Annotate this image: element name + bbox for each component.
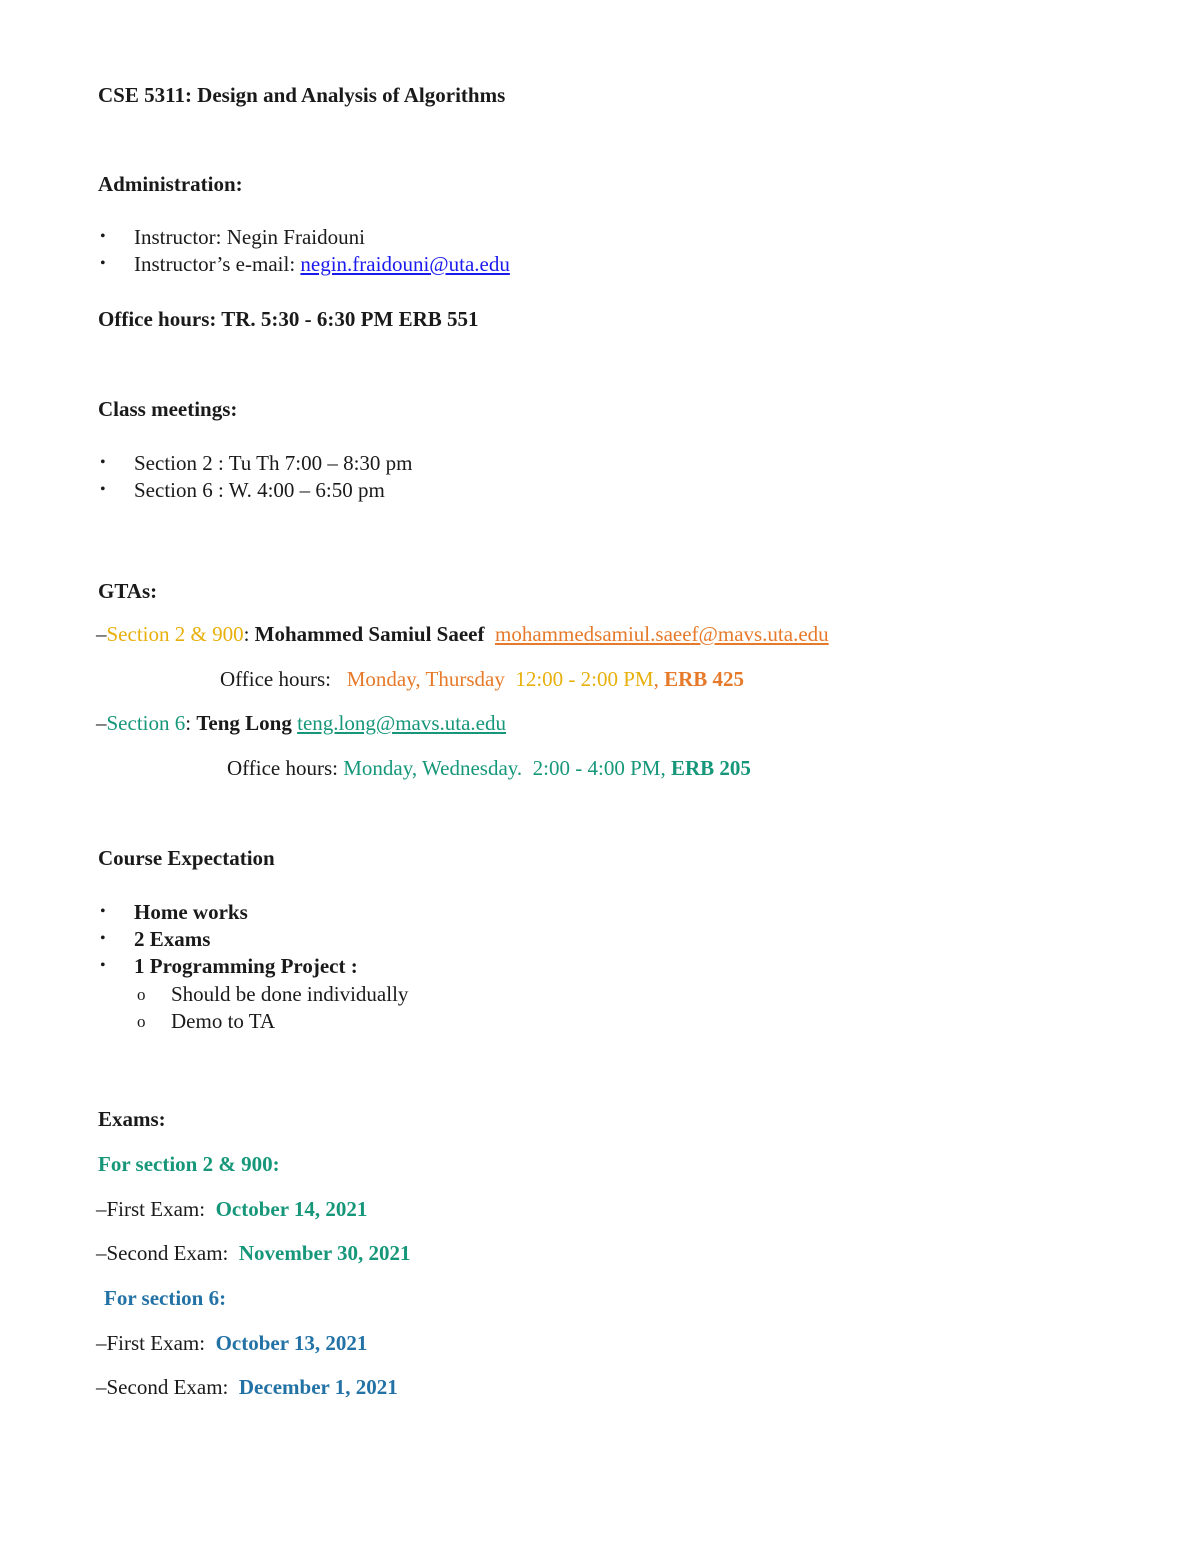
gta2-office-hours: Office hours: Monday, Wednesday. 2:00 - 4:00 PM, ERB 205 [227, 756, 751, 780]
expectation-item: 2 Exams [134, 927, 211, 951]
gta1-oh-time: 12:00 - 2:00 PM [515, 667, 654, 691]
colon: : [185, 711, 197, 735]
gta1-email-link[interactable]: mohammedsamiul.saeef@mavs.uta.edu [495, 622, 829, 646]
gta1-oh-room: ERB 425 [664, 667, 745, 691]
expectation-item: 1 Programming Project : [134, 954, 358, 978]
second-exam-label: –Second Exam: [96, 1241, 229, 1265]
gta2-email-link[interactable]: teng.long@mavs.uta.edu [297, 711, 506, 735]
gta1-line [96, 621, 829, 647]
instructor-email-link[interactable]: negin.fraidouni@uta.edu [300, 252, 510, 276]
first-exam-label: –First Exam: [96, 1197, 206, 1221]
bullet-icon: • [100, 903, 106, 920]
gta1-name: Mohammed Samiul Saeef [254, 622, 485, 646]
gta1-section: Section 2 & 900 [106, 622, 244, 646]
instructor-email-line [134, 251, 510, 277]
exam-group2-label: For section 6: [104, 1286, 227, 1310]
bullet-icon: • [100, 255, 106, 272]
exam-group1-label: For section 2 & 900: [98, 1152, 280, 1176]
gta1-office-hours: Office hours: Monday, Thursday 12:00 - 2:00 PM, ERB 425 [220, 667, 745, 691]
bullet-icon: • [100, 481, 106, 498]
exam-group2-first [96, 1330, 367, 1356]
first-exam-date: October 13, 2021 [215, 1331, 368, 1355]
expectation-subitem: Demo to TA [171, 1009, 276, 1033]
instructor-office-hours: Office hours: TR. 5:30 - 6:30 PM ERB 551 [98, 307, 479, 331]
second-exam-date: November 30, 2021 [238, 1241, 411, 1265]
sub-bullet-icon: o [137, 985, 146, 1004]
sub-bullet-icon: o [137, 1012, 146, 1031]
course-expectation-heading: Course Expectation [98, 846, 275, 870]
exam-group1-first [96, 1196, 367, 1222]
dash: – [96, 711, 107, 735]
instructor-email-label: Instructor’s e-mail: [134, 252, 301, 276]
gta2-oh-label: Office hours: [227, 756, 338, 780]
second-exam-label: –Second Exam: [96, 1375, 229, 1399]
expectation-subitem: Should be done individually [171, 982, 409, 1006]
class-meeting-item: Section 6 : W. 4:00 – 6:50 pm [134, 478, 385, 502]
gtas-heading: GTAs: [98, 579, 158, 603]
bullet-icon: • [100, 957, 106, 974]
gta1-oh-days: Monday, Thursday [346, 667, 505, 691]
first-exam-date: October 14, 2021 [215, 1197, 368, 1221]
bullet-icon: • [100, 930, 106, 947]
bullet-icon: • [100, 228, 106, 245]
dash: – [96, 622, 107, 646]
class-meetings-heading: Class meetings: [98, 397, 238, 421]
second-exam-date: December 1, 2021 [238, 1375, 398, 1399]
administration-heading: Administration: [98, 172, 243, 196]
exam-group2-second [96, 1374, 398, 1400]
colon: : [243, 622, 255, 646]
gta2-oh-time: 2:00 - 4:00 PM [532, 756, 661, 780]
gta2-oh-days: Monday, Wednesday. [343, 756, 523, 780]
gta2-oh-room: ERB 205 [670, 756, 751, 780]
exam-group1-second [96, 1240, 411, 1266]
class-meeting-item: Section 2 : Tu Th 7:00 – 8:30 pm [134, 451, 413, 475]
expectation-item: Home works [134, 900, 248, 924]
gta2-name: Teng Long [196, 711, 292, 735]
first-exam-label: –First Exam: [96, 1331, 206, 1355]
gta2-line [96, 710, 506, 736]
gta2-section: Section 6 [106, 711, 186, 735]
exams-heading: Exams: [98, 1107, 166, 1131]
bullet-icon: • [100, 454, 106, 471]
document-title: CSE 5311: Design and Analysis of Algorithms [98, 83, 506, 107]
instructor-line: Instructor: Negin Fraidouni [134, 225, 365, 249]
gta1-oh-label: Office hours: [220, 667, 331, 691]
